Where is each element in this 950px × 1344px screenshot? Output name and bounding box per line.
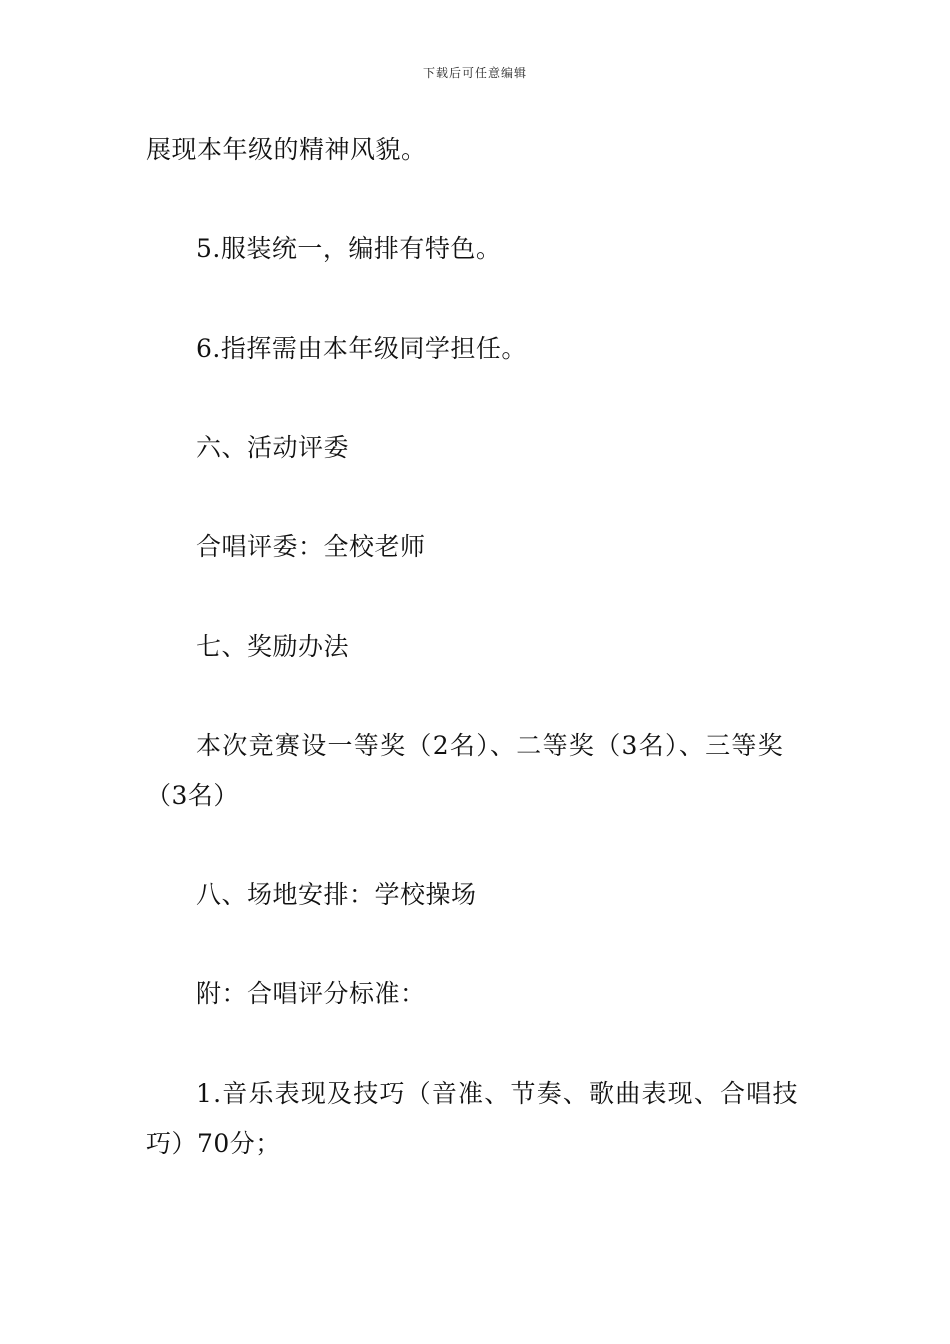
awards-paragraph-line-1: 本次竞赛设一等奖（2名）、二等奖（3名）、三等奖 [196,731,785,760]
awards-paragraph-line-2: （3名） [146,781,239,810]
list-item-5: 5.服装统一，编排有特色。 [196,234,502,263]
paragraph-line: 展现本年级的精神风貌。 [146,135,427,164]
appendix-heading: 附：合唱评分标准： [196,979,426,1008]
section-heading-judges: 六、活动评委 [196,433,350,462]
criteria-item-1-line-2: 巧）70分； [146,1129,281,1158]
judges-paragraph: 合唱评委：全校老师 [196,532,426,561]
criteria-item-1-line-1: 1.音乐表现及技巧（音准、节奏、歌曲表现、合唱技 [196,1079,799,1108]
page-header: 下载后可任意编辑 [422,66,527,80]
list-item-6: 6.指挥需由本年级同学担任。 [196,334,527,363]
section-heading-venue: 八、场地安排：学校操场 [196,880,477,909]
section-heading-awards: 七、奖励办法 [196,632,350,661]
